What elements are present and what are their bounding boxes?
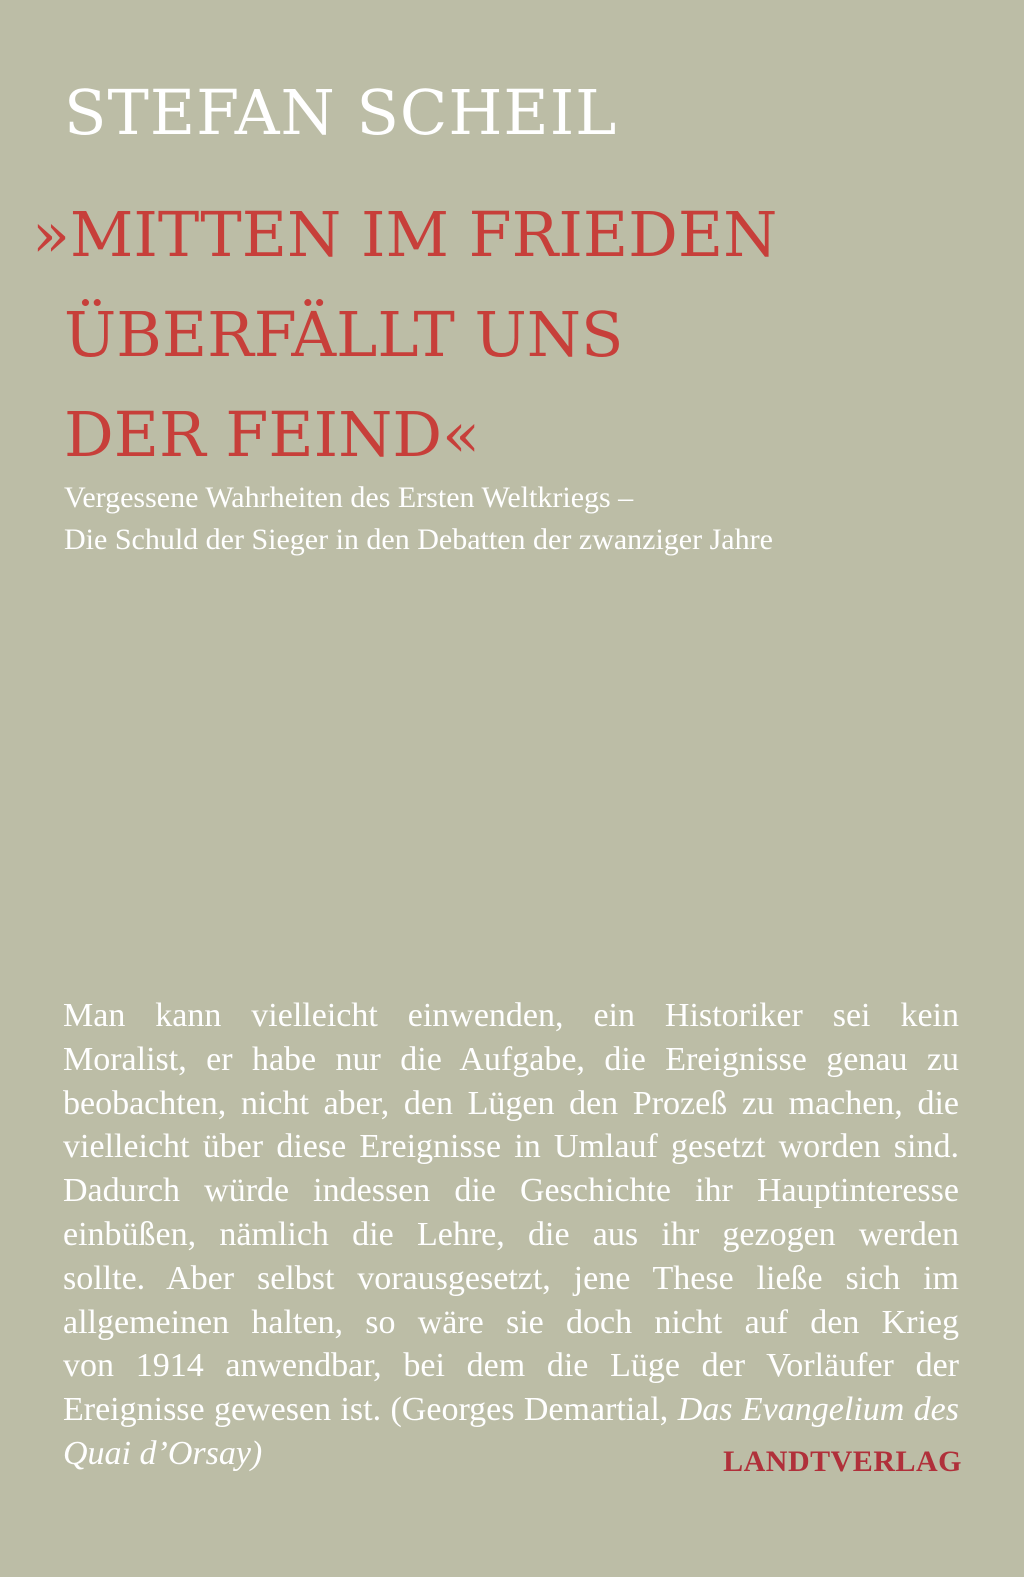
quote-source-title: Das Evangelium des: [677, 1391, 959, 1429]
book-subtitle: [64, 477, 773, 561]
quote-line: [63, 1388, 959, 1432]
blurb-quote: [63, 994, 959, 1476]
quote-text: Ereignisse gewesen ist. (Georges Demartial,: [63, 1391, 669, 1429]
author-name: STEFAN SCHEIL: [64, 76, 618, 149]
title-line: DER FEIND«: [64, 398, 481, 471]
quote-line: Moralist, er habe nur die Aufgabe, die Ereignisse genau zu: [63, 1040, 959, 1078]
quote-line: sollte. Aber selbst vorausgesetzt, jene These ließe sich im: [63, 1259, 959, 1297]
quote-line: von 1914 anwendbar, bei dem die Lüge der Vorläufer der: [63, 1347, 959, 1385]
title-line: ÜBERFÄLLT UNS: [64, 298, 624, 371]
title-line: »MITTEN IM FRIEDEN: [32, 198, 778, 271]
subtitle-line: Die Schuld der Sieger in den Debatten der zwanziger Jahre: [64, 523, 773, 556]
quote-line: Dadurch würde indessen die Geschichte ihr Hauptinteresse: [63, 1172, 959, 1210]
publisher-name: LANDTVERLAG: [723, 1445, 962, 1478]
quote-line: allgemeinen halten, so wäre sie doch nicht auf den Krieg: [63, 1303, 959, 1341]
quote-line: beobachten, nicht aber, den Lügen den Prozeß zu machen, die: [63, 1084, 959, 1122]
quote-line: vielleicht über diese Ereignisse in Umlauf gesetzt worden sind.: [63, 1128, 959, 1166]
quote-line: Man kann vielleicht einwenden, ein Historiker sei kein: [63, 997, 959, 1034]
book-title: [32, 185, 777, 485]
subtitle-line: Vergessene Wahrheiten des Ersten Weltkriegs –: [64, 481, 634, 514]
quote-source-title-cont: Quai d’Orsay): [63, 1434, 263, 1472]
quote-line: einbüßen, nämlich die Lehre, die aus ihr gezogen werden: [63, 1215, 959, 1253]
